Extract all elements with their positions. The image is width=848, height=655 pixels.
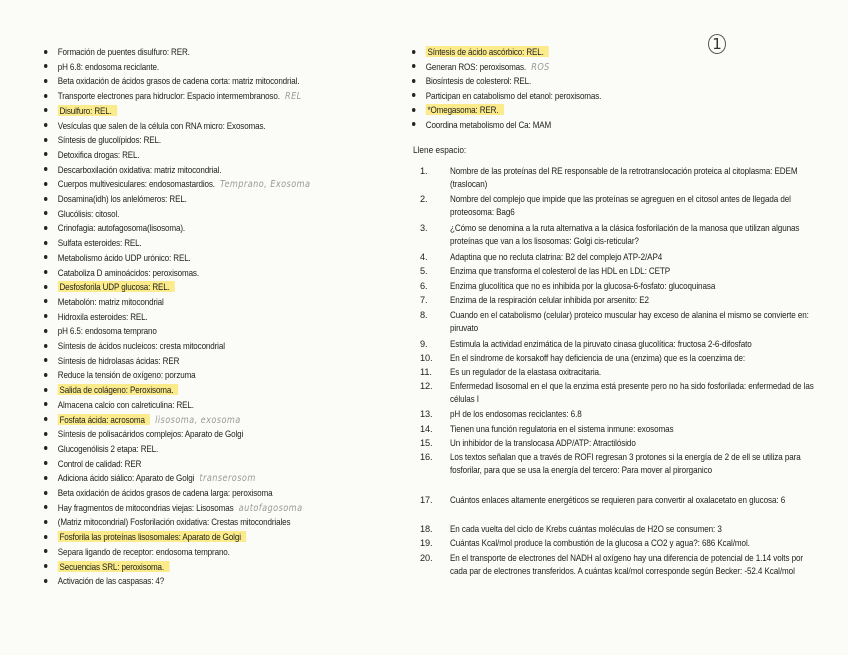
question-text: Cuántas Kcal/mol produce la combustión de la glucosa a CO2 y agua?: 686 Kcal/mol.	[450, 538, 750, 548]
question-number: 8.	[420, 310, 428, 320]
bullet-text: Control de calidad: RER	[57, 457, 142, 469]
bullet-item	[44, 163, 221, 177]
bullet-dot	[44, 446, 47, 450]
question-text: Enzima de la respiración celular inhibida por arsenito: E2	[450, 295, 649, 305]
question-item	[420, 338, 820, 351]
bullet-item	[412, 89, 601, 103]
question-text: pH de los endosomas reciclantes: 6.8	[450, 409, 582, 419]
bullet-text: Beta oxidación de ácidos grasos de cadena larga: peroxisoma	[57, 487, 273, 498]
bullet-dot	[412, 122, 415, 126]
bullet-dot	[44, 108, 47, 112]
question-text: Nombre de las proteínas del RE responsable de la retrotranslocación proteica al citoplasma: EDEM (traslocan)	[450, 166, 798, 189]
question-item	[420, 408, 820, 421]
question-text: Enzima que transforma el colesterol de las HDL en LDL: CETP	[450, 266, 671, 276]
bullet-dot	[412, 64, 415, 68]
bullet-text: Biosíntesis de colesterol: REL.	[425, 75, 532, 86]
question-number: 20.	[420, 553, 433, 563]
question-text: Estimula la actividad enzimática de la piruvato cinasa glucolítica: fructosa 2-6-difosfato	[450, 339, 752, 349]
bullet-dot	[44, 241, 47, 245]
question-number: 2.	[420, 194, 428, 204]
bullet-text: Formación de puentes disulfuro: RER.	[57, 46, 190, 57]
bullet-item	[44, 177, 310, 191]
bullet-text: Disulfuro: REL.	[58, 105, 117, 116]
question-text: Enfermedad lisosomal en el que la enzima está presente pero no ha sido fosforilada: enfermedad de las células I	[450, 381, 814, 404]
bullet-text: Reduce la tensión de oxígeno: porzuma	[57, 369, 196, 381]
bullet-item	[44, 442, 158, 456]
bullet-item	[44, 119, 266, 133]
question-number: 17.	[420, 495, 433, 505]
question-item	[420, 280, 820, 293]
bullet-dot	[44, 564, 47, 568]
question-item	[420, 222, 820, 248]
bullet-text: Cataboliza D aminoácidos: peroxisomas.	[57, 266, 199, 278]
question-text: Es un regulador de la elastasa oxitracitaria.	[450, 367, 602, 377]
bullet-text: Síntesis de hidrolasas ácidas: RER	[57, 354, 180, 366]
bullet-item	[412, 60, 550, 74]
bullet-text: Hay fragmentos de mitocondrias viejas: Lisosomas	[57, 501, 234, 513]
bullet-text: Crinofagia: autofagosoma(lisosoma).	[57, 222, 185, 234]
question-item	[420, 537, 820, 550]
question-text: En el transporte de electrones del NADH al oxígeno hay una diferencia de potencial de 1.14 volts por cada par de electrones transferidos. A cuántas kcal/mol corresponde según Becker: -52.4 Kcal/mol	[450, 553, 804, 576]
bullet-dot	[44, 299, 47, 303]
bullet-dot	[412, 50, 415, 54]
bullet-item	[44, 280, 175, 294]
bullet-text: Vesículas que salen de la célula con RNA micro: Exosomas.	[57, 119, 266, 131]
question-text: Adaptina que no recluta clatrina: B2 del complejo ATP-2/AP4	[450, 252, 663, 262]
question-number: 14.	[420, 424, 433, 434]
bullet-item	[44, 60, 159, 74]
handwritten-note: REL	[284, 91, 302, 103]
bullet-text: Síntesis de ácidos nucleicos: cresta mitocondrial	[57, 340, 225, 351]
bullet-item	[44, 545, 230, 559]
bullet-item	[44, 398, 194, 412]
bullet-item	[44, 133, 161, 147]
bullet-item	[44, 413, 241, 427]
question-item	[420, 251, 820, 264]
bullet-text: Generan ROS: peroxisomas.	[425, 60, 527, 72]
bullet-dot	[44, 314, 47, 318]
bullet-item	[44, 295, 164, 309]
question-text: Los textos señalan que a través de ROFI regresan 3 protones si la energía de 2 de ell se utiliza para fosforilar, para que se usa la energía del tercero: Para mover al pirorganico	[450, 452, 801, 475]
bullet-dot	[44, 255, 47, 259]
question-number: 16.	[420, 452, 433, 462]
bullet-dot	[44, 432, 47, 436]
bullet-item	[412, 118, 551, 132]
bullet-item	[44, 236, 142, 250]
question-item	[420, 294, 820, 307]
bullet-text: Cuerpos multivesiculares: endosomastardios.	[57, 178, 215, 190]
question-item	[420, 423, 820, 436]
question-text: Enzima glucolítica que no es inhibida por la glucosa-6-fosfato: glucoquinasa	[450, 281, 716, 291]
bullet-dot	[44, 270, 47, 274]
bullet-dot	[44, 520, 47, 524]
question-number: 18.	[420, 524, 433, 534]
question-number: 13.	[420, 409, 433, 419]
bullet-dot	[44, 358, 47, 362]
bullet-dot	[44, 64, 47, 68]
question-text: En cada vuelta del ciclo de Krebs cuántas moléculas de H2O se consumen: 3	[450, 524, 722, 534]
question-text: Tienen una función regulatoria en el sistema inmune: exosomas	[450, 424, 674, 434]
bullet-text: Hidroxila esteroides: REL.	[57, 310, 148, 322]
bullet-dot	[44, 79, 47, 83]
bullet-item	[44, 104, 117, 118]
bullet-dot	[412, 108, 415, 112]
bullet-text: Fosfata ácida: acrosoma	[58, 414, 150, 425]
bullet-item	[44, 368, 196, 382]
question-number: 15.	[420, 438, 433, 448]
bullet-dot	[44, 50, 47, 54]
bullet-dot	[44, 329, 47, 333]
bullet-text: Secuencias SRL: peroxisoma.	[58, 561, 169, 572]
bullet-item	[44, 354, 179, 368]
bullet-text: Participan en catabolismo del etanol: peroxisomas.	[425, 89, 602, 101]
bullet-item	[44, 383, 179, 397]
bullet-text: Glucogenólisis 2 etapa: REL.	[57, 442, 159, 454]
question-number: 7.	[420, 295, 428, 305]
bullet-item	[44, 501, 303, 515]
handwritten-note: transerosom	[199, 473, 256, 485]
question-number: 10.	[420, 353, 433, 363]
question-number: 3.	[420, 223, 428, 233]
bullet-item	[44, 45, 190, 59]
question-text: En el síndrome de korsakoff hay deficiencia de una (enzima) que es la coenzima de:	[450, 353, 746, 363]
question-item	[420, 265, 820, 278]
question-item	[420, 552, 820, 578]
bullet-text: Síntesis de ácido ascórbico: REL.	[426, 46, 549, 57]
bullet-item	[412, 45, 549, 59]
bullet-text: Detoxifica drogas: REL.	[57, 148, 140, 160]
bullet-dot	[44, 123, 47, 127]
bullet-dot	[44, 417, 47, 421]
page-number: 1	[708, 34, 726, 54]
bullet-text: Metabolismo ácido UDP urónico: REL.	[57, 251, 191, 263]
bullet-text: (Matriz mitocondrial) Fosforilación oxidativa: Crestas mitocondriales	[57, 516, 291, 528]
bullet-item	[44, 221, 185, 235]
bullet-dot	[44, 476, 47, 480]
bullet-item	[44, 266, 199, 280]
bullet-item	[44, 471, 256, 485]
bullet-item	[44, 207, 119, 221]
bullet-text: pH 6.8: endosoma reciclante.	[57, 60, 160, 72]
bullet-text: Salida de colágeno: Peroxisoma.	[58, 384, 179, 395]
bullet-text: Dosamina(idh) los anlelómeros: REL.	[57, 193, 187, 204]
bullet-dot	[44, 388, 47, 392]
handwritten-note: autofagosoma	[238, 502, 303, 514]
bullet-item	[44, 89, 302, 103]
question-number: 11.	[420, 367, 432, 377]
question-number: 19.	[420, 538, 433, 548]
bullet-text: Desfosforila UDP glucosa: REL.	[58, 281, 175, 292]
bullet-item	[44, 339, 225, 353]
bullet-dot	[44, 344, 47, 348]
question-text: ¿Cómo se denomina a la ruta alternativa a la clásica fosforilación de la manosa que utilizan algunas proteínas que van a los lisosomas: Golgi cis-reticular?	[450, 223, 800, 246]
bullet-dot	[44, 461, 47, 465]
question-item	[420, 451, 820, 477]
bullet-text: Coordina metabolismo del Ca: MAM	[425, 118, 552, 130]
bullet-dot	[44, 505, 47, 509]
question-number: 1.	[420, 166, 428, 176]
handwritten-note: lisosoma, exosoma	[155, 414, 241, 426]
bullet-dot	[44, 138, 47, 142]
question-item	[420, 523, 820, 536]
bullet-text: *Omegasoma: RER.	[426, 104, 504, 115]
question-item	[420, 309, 820, 335]
bullet-item	[44, 457, 141, 471]
bullet-text: Beta oxidación de ácidos grasos de cadena corta: matriz mitocondrial.	[57, 75, 300, 87]
bullet-item	[44, 486, 272, 500]
question-text: Cuando en el catabolismo (celular) proteico muscular hay exceso de alanina el mismo se convierte en: piruvato	[450, 310, 809, 333]
bullet-item	[44, 560, 169, 574]
question-text: Un inhibidor de la translocasa ADP/ATP: Atractilósido	[450, 438, 636, 448]
question-number: 6.	[420, 281, 428, 291]
bullet-item	[44, 515, 290, 529]
bullet-item	[44, 324, 157, 338]
bullet-dot	[44, 226, 47, 230]
bullet-dot	[44, 182, 47, 186]
bullet-item	[44, 251, 191, 265]
bullet-item	[412, 74, 531, 88]
bullet-item	[412, 103, 504, 117]
bullet-dot	[44, 549, 47, 553]
question-item	[420, 437, 820, 450]
bullet-text: Fosforila las proteínas lisosomales: Aparato de Golgi	[58, 531, 246, 542]
bullet-dot	[44, 373, 47, 377]
question-item	[420, 352, 820, 365]
bullet-text: Síntesis de glucolípidos: REL.	[57, 134, 162, 146]
bullet-dot	[44, 94, 47, 98]
question-number: 12.	[420, 381, 433, 391]
bullet-text: Síntesis de polisacáridos complejos: Aparato de Golgi	[57, 428, 244, 440]
bullet-text: Activación de las caspasas: 4?	[57, 575, 165, 587]
bullet-text: Separa ligando de receptor: endosoma temprano.	[57, 545, 230, 557]
bullet-dot	[44, 152, 47, 156]
bullet-dot	[44, 197, 47, 201]
bullet-item	[44, 310, 148, 324]
question-number: 9.	[420, 339, 428, 349]
bullet-dot	[412, 93, 415, 97]
bullet-dot	[44, 402, 47, 406]
question-text: Nombre del complejo que impide que las proteínas se agreguen en el citosol antes de llegada del proteosoma: Bag6	[450, 194, 791, 217]
bullet-text: Transporte electrones para hidruclor: Espacio intermembranoso.	[57, 90, 280, 102]
bullet-dot	[44, 167, 47, 171]
question-item	[420, 494, 820, 507]
bullet-text: Sulfata esteroides: REL.	[57, 237, 142, 249]
bullet-item	[44, 427, 243, 441]
bullet-text: Glucólisis: citosol.	[57, 207, 120, 219]
question-text: Cuántos enlaces altamente energéticos se requieren para convertir al oxalacetato en glucosa: 6	[450, 495, 786, 505]
bullet-item	[44, 530, 246, 544]
question-number: 4.	[420, 252, 428, 262]
question-item	[420, 193, 820, 219]
question-item	[420, 165, 820, 191]
bullet-item	[44, 74, 299, 88]
bullet-dot	[44, 285, 47, 289]
bullet-text: Adiciona ácido siálico: Aparato de Golgi	[57, 472, 195, 484]
bullet-text: Descarboxilación oxidativa: matriz mitocondrial.	[57, 163, 222, 175]
bullet-text: pH 6.5: endosoma temprano	[57, 325, 157, 337]
bullet-item	[44, 148, 140, 162]
question-item	[420, 366, 820, 379]
handwritten-note: Temprano, Exosoma	[220, 179, 311, 191]
bullet-dot	[44, 491, 47, 495]
bullet-dot	[412, 79, 415, 83]
bullet-text: Almacena calcio con calreticulina: REL.	[57, 398, 194, 410]
bullet-dot	[44, 535, 47, 539]
section-heading: Llene espacio:	[413, 145, 467, 156]
bullet-item	[44, 192, 187, 206]
handwritten-note: ROS	[531, 61, 550, 73]
bullet-item	[44, 574, 164, 588]
question-item	[420, 380, 820, 406]
question-number: 5.	[420, 266, 428, 276]
bullet-text: Metabolón: matriz mitocondrial	[57, 295, 164, 307]
bullet-dot	[44, 579, 47, 583]
bullet-dot	[44, 211, 47, 215]
